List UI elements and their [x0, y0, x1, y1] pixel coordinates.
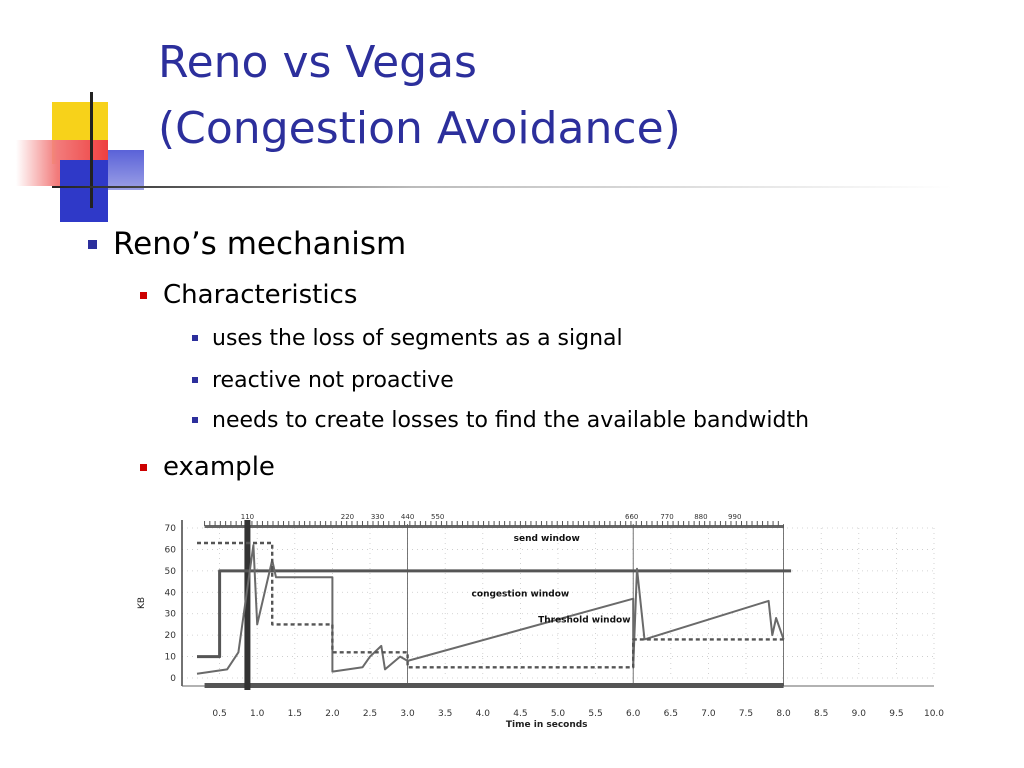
y-tick-label: 10 [164, 652, 176, 663]
x-tick-label: 8.5 [814, 709, 829, 719]
top-tick-label: 770 [660, 513, 674, 521]
chart-grid [182, 528, 934, 678]
y-tick-label: 70 [164, 524, 176, 534]
bullet-square-icon [88, 240, 97, 249]
x-tick-label: 2.5 [362, 709, 378, 719]
chart-lines [197, 543, 791, 674]
bullet-level2-example [140, 452, 275, 482]
x-tick-label: 5.0 [550, 709, 566, 719]
x-tick-label: 3.5 [438, 709, 453, 719]
bottom-activity-bar [205, 683, 784, 688]
x-tick-label: 7.5 [738, 709, 754, 719]
y-tick-label: 0 [170, 674, 176, 684]
top-tick-label: 880 [694, 513, 708, 521]
top-tick-label: 990 [728, 513, 742, 521]
top-tick-label: 220 [340, 513, 355, 521]
bullet-square-icon [192, 377, 198, 383]
x-tick-label: 8.0 [776, 709, 791, 719]
x-tick-label: 9.0 [851, 709, 866, 719]
x-tick-label: 1.5 [287, 709, 302, 719]
bullet-level1 [88, 226, 406, 262]
title-line-2: (Congestion Avoidance) [158, 103, 681, 154]
logo-blue-square [60, 160, 108, 222]
x-tick-label: 3.0 [400, 709, 415, 719]
annotation-label: Threshold window [538, 615, 631, 626]
bullet-square-icon [192, 417, 198, 423]
series-send-window-line [197, 571, 791, 657]
chart-axes [182, 520, 934, 690]
annotation-label: send window [513, 533, 580, 544]
x-tick-label: 0.5 [212, 709, 227, 719]
bullet-text: example [163, 452, 275, 482]
x-tick-label: 7.0 [701, 709, 716, 719]
title-underline [52, 186, 952, 188]
slide-title [158, 30, 681, 162]
x-tick-label: 6.0 [626, 709, 641, 719]
reno-window-chart [134, 500, 945, 738]
y-tick-label: 40 [164, 588, 176, 599]
logo-blue-gradient-square [108, 150, 144, 190]
bullet-square-icon [140, 464, 147, 471]
x-tick-label: 6.5 [663, 709, 678, 719]
x-tick-label: 4.0 [475, 709, 490, 719]
decorative-logo [0, 0, 160, 230]
x-tick-label: 9.5 [889, 709, 904, 719]
top-tick-label: 110 [240, 513, 255, 521]
x-tick-label: 1.0 [250, 709, 265, 719]
series-threshold-window-line [197, 543, 784, 667]
bullet-text: Reno’s mechanism [113, 226, 407, 262]
series-congestion-window-line [197, 545, 784, 674]
top-tick-label: 660 [625, 513, 639, 521]
bullet-text: reactive not proactive [212, 368, 454, 393]
top-tick-label: 550 [430, 513, 445, 521]
y-tick-label: 50 [164, 566, 176, 577]
y-tick-label: 30 [164, 609, 176, 620]
bullet-square-icon [192, 335, 198, 341]
x-tick-label: 4.5 [513, 709, 528, 719]
y-tick-label: 60 [164, 545, 176, 556]
top-tick-label: 440 [400, 513, 415, 521]
bullet-square-icon [140, 292, 147, 299]
bullet-level3-item [192, 408, 809, 433]
bullet-text: Characteristics [163, 280, 358, 310]
top-tick-label: 330 [370, 513, 385, 521]
bullet-level3-item [192, 326, 623, 351]
x-tick-label: 5.5 [588, 709, 603, 719]
x-axis-title: Time in seconds [505, 720, 588, 730]
y-axis-title: KB [137, 596, 147, 610]
bullet-level2-characteristics [140, 280, 357, 310]
bullet-level3-item [192, 368, 454, 393]
title-line-1: Reno vs Vegas [158, 37, 477, 88]
logo-vertical-line [90, 92, 93, 208]
bullet-text: needs to create losses to find the available bandwidth [212, 408, 810, 433]
annotation-label: congestion window [471, 589, 570, 600]
x-tick-label: 2.0 [325, 709, 340, 719]
y-tick-label: 20 [164, 631, 176, 642]
bullet-text: uses the loss of segments as a signal [212, 326, 623, 351]
x-tick-label: 10.0 [923, 709, 945, 719]
